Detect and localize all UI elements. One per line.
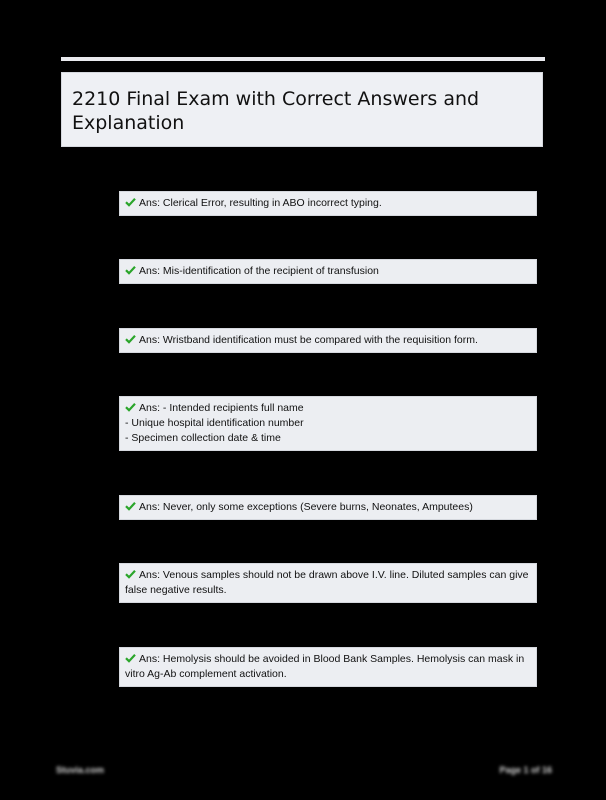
answer-box [119, 328, 537, 353]
answer-line: Ans: Wristband identification must be compared with the requisition form. [139, 334, 478, 346]
answer-line: Ans: Hemolysis should be avoided in Blood Bank Samples. Hemolysis can mask in vitro Ag-Ab complement activation. [125, 653, 525, 680]
check-icon [125, 653, 136, 663]
answer-box [119, 647, 537, 687]
check-icon [125, 265, 136, 275]
answer-line: Ans: Never, only some exceptions (Severe burns, Neonates, Amputees) [139, 501, 473, 513]
answer-box [119, 495, 537, 520]
answer-box [119, 259, 537, 284]
check-icon [125, 197, 136, 207]
answer-line: - Specimen collection date & time [125, 432, 281, 444]
check-icon [125, 501, 136, 511]
footer-page-number: Page 1 of 16 [499, 765, 552, 775]
answer-box [119, 191, 537, 216]
title-box [61, 72, 543, 147]
page-title: 2210 Final Exam with Correct Answers and Explanation [72, 88, 480, 134]
answer-line: Ans: - Intended recipients full name [139, 402, 304, 414]
answer-line: Ans: Venous samples should not be drawn above I.V. line. Diluted samples can give false negative results. [125, 569, 529, 596]
answer-line: Ans: Clerical Error, resulting in ABO incorrect typing. [139, 197, 382, 209]
check-icon [125, 569, 136, 579]
top-divider [61, 57, 545, 61]
check-icon [125, 402, 136, 412]
answer-line: - Unique hospital identification number [125, 417, 304, 429]
answer-line: Ans: Mis-identification of the recipient of transfusion [139, 265, 379, 277]
check-icon [125, 334, 136, 344]
answer-box [119, 563, 537, 603]
answer-box [119, 396, 537, 451]
footer-watermark: Stuvia.com [56, 765, 105, 775]
